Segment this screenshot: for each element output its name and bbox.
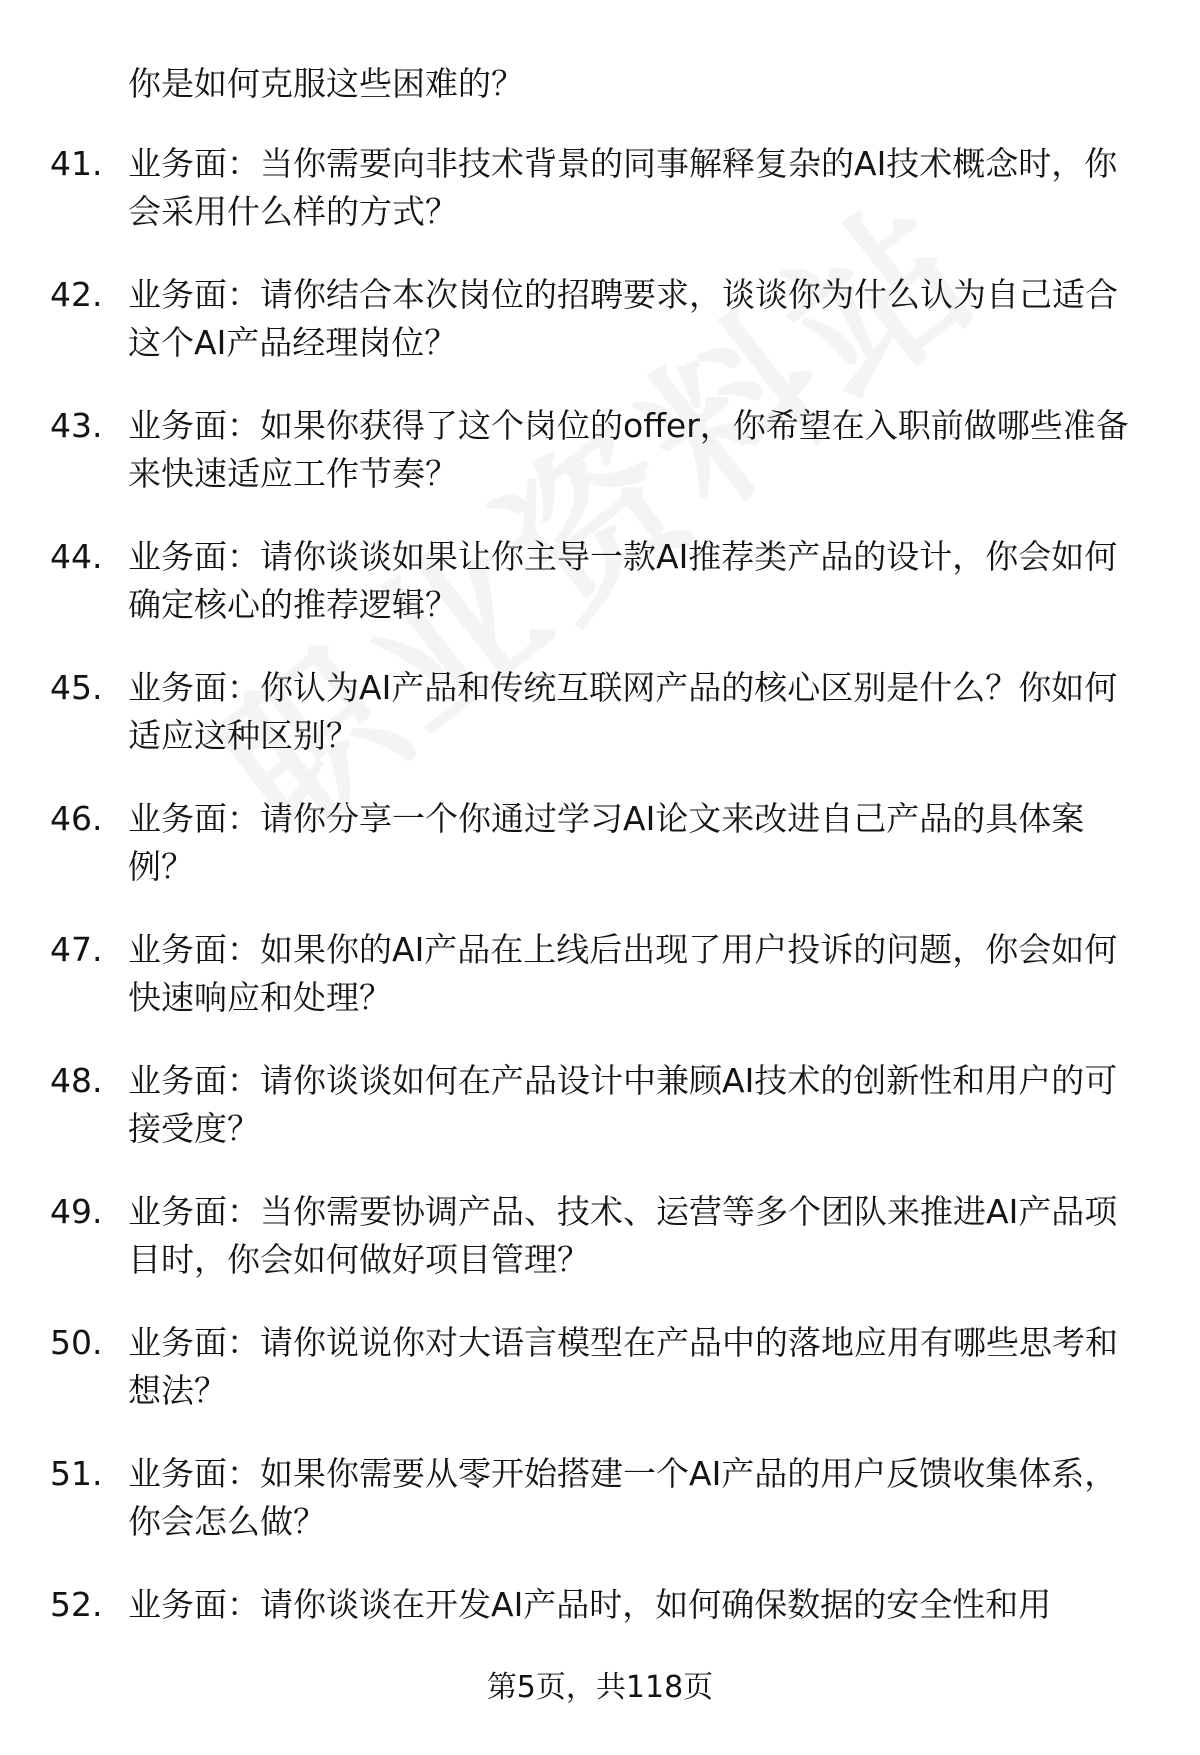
item-text: 业务面：请你谈谈如果让你主导一款AI推荐类产品的设计，你会如何确定核心的推荐逻辑？ — [128, 537, 1118, 624]
item-number: 43. — [50, 406, 103, 445]
list-item — [0, 1188, 1200, 1319]
item-text: 业务面：请你谈谈如何在产品设计中兼顾AI技术的创新性和用户的可接受度？ — [128, 1061, 1118, 1148]
item-number: 47. — [50, 930, 103, 969]
item-text: 业务面：请你分享一个你通过学习AI论文来改进自己产品的具体案例？ — [128, 799, 1085, 886]
item-text: 业务面：当你需要向非技术背景的同事解释复杂的AI技术概念时，你会采用什么样的方式？ — [128, 144, 1118, 231]
item-text: 业务面：如果你获得了这个岗位的offer，你希望在入职前做哪些准备来快速适应工作节奏？ — [128, 406, 1129, 493]
item-text: 业务面：请你说说你对大语言模型在产品中的落地应用有哪些思考和想法？ — [128, 1323, 1118, 1410]
item-number: 44. — [50, 537, 103, 576]
item-number: 41. — [50, 144, 103, 183]
list-item — [0, 140, 1200, 271]
list-item — [0, 1319, 1200, 1450]
item-text: 业务面：如果你的AI产品在上线后出现了用户投诉的问题，你会如何快速响应和处理？ — [128, 930, 1118, 1017]
item-text: 业务面：当你需要协调产品、技术、运营等多个团队来推进AI产品项目时，你会如何做好项目管理？ — [128, 1192, 1118, 1279]
continuation-text: 你是如何克服这些困难的？ — [128, 64, 524, 103]
item-number: 48. — [50, 1061, 103, 1100]
item-text: 业务面：请你结合本次岗位的招聘要求，谈谈你为什么认为自己适合这个AI产品经理岗位？ — [128, 275, 1118, 362]
item-number: 45. — [50, 668, 103, 707]
list-item — [0, 664, 1200, 795]
item-text: 业务面：你认为AI产品和传统互联网产品的核心区别是什么？你如何适应这种区别？ — [128, 668, 1118, 755]
item-text: 业务面：请你谈谈在开发AI产品时，如何确保数据的安全性和用 — [128, 1585, 1052, 1624]
list-item — [0, 926, 1200, 1057]
item-number: 51. — [50, 1454, 103, 1493]
item-text: 业务面：如果你需要从零开始搭建一个AI产品的用户反馈收集体系，你会怎么做？ — [128, 1454, 1118, 1541]
list-item — [0, 1057, 1200, 1188]
list-item — [0, 795, 1200, 926]
list-item — [0, 271, 1200, 402]
item-number: 52. — [50, 1585, 103, 1624]
item-number: 42. — [50, 275, 103, 314]
question-list — [0, 140, 1200, 1712]
list-item — [0, 402, 1200, 533]
item-number: 46. — [50, 799, 103, 838]
page-number-footer: 第5页，共118页 — [486, 1670, 714, 1705]
item-number: 50. — [50, 1323, 103, 1362]
list-item — [0, 533, 1200, 664]
item-number: 49. — [50, 1192, 103, 1231]
list-item — [0, 1450, 1200, 1581]
